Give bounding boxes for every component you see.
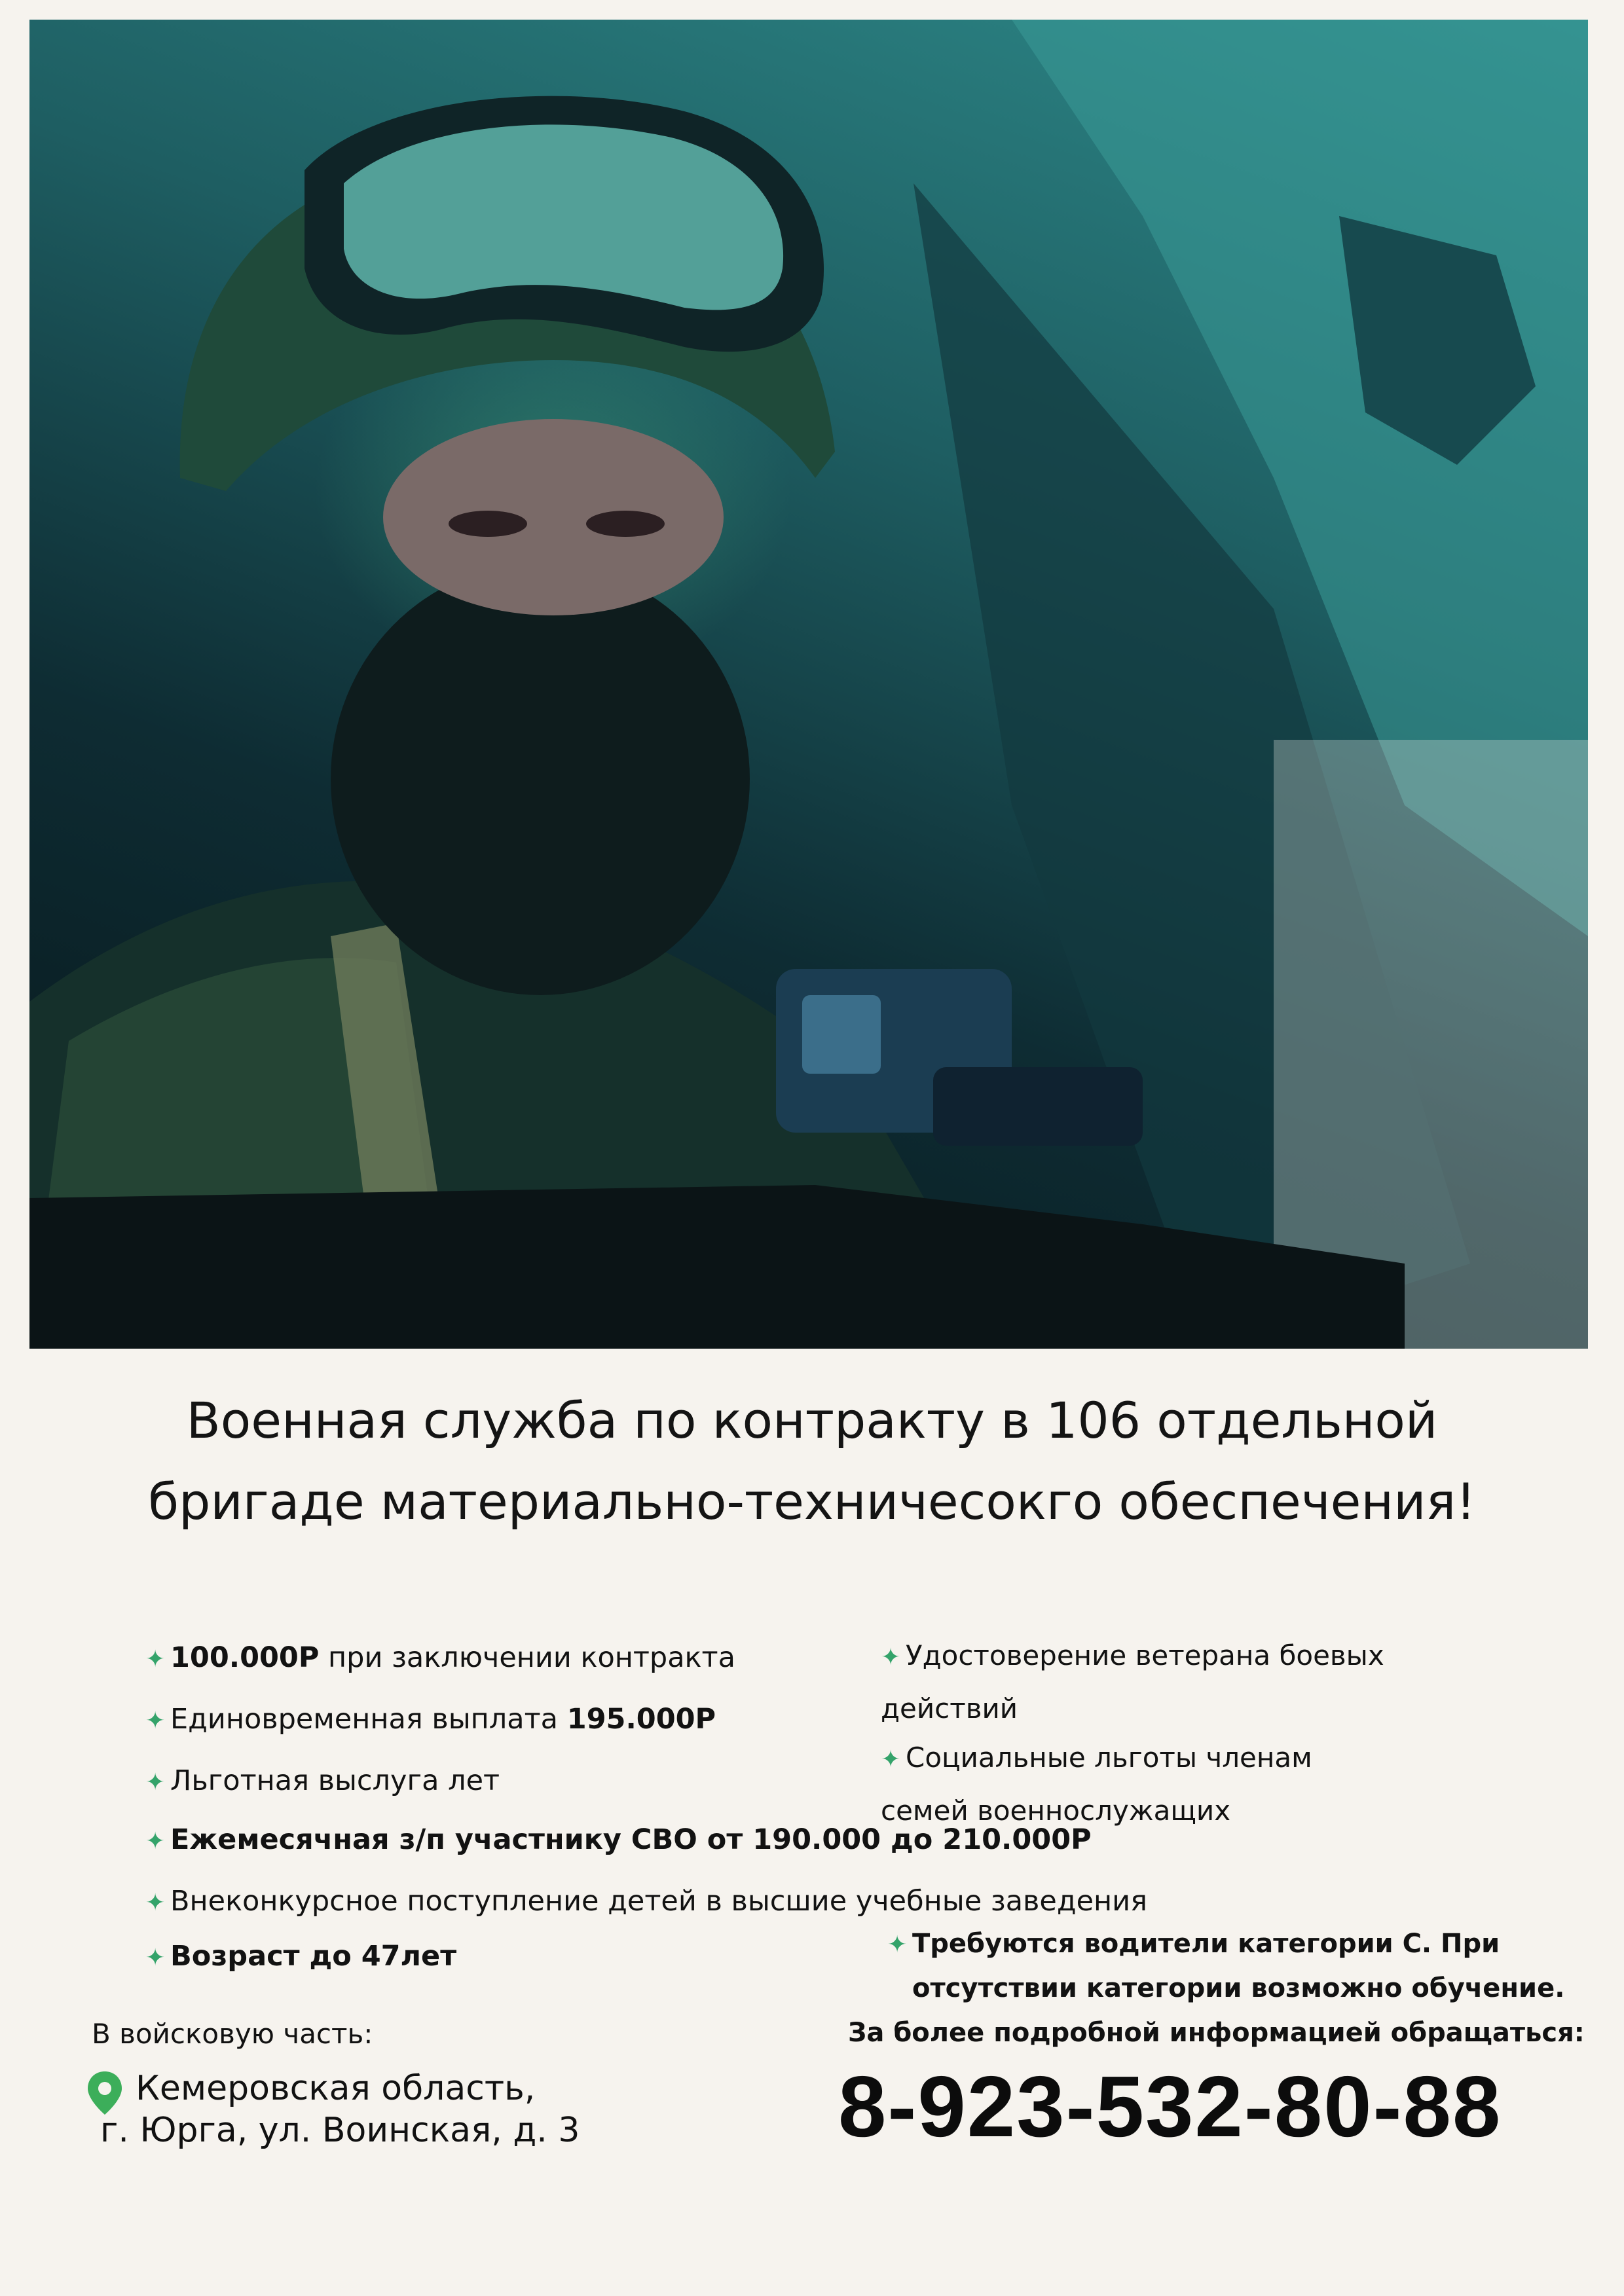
benefit-service-years [145, 1761, 500, 1802]
benefit-text-line1: Социальные льготы членам [906, 1741, 1312, 1774]
benefit-university-admission [145, 1882, 1147, 1923]
address-line-1: Кемеровская область, [136, 2069, 536, 2108]
benefit-veteran-certificate [881, 1630, 1384, 1734]
benefit-text: Льготная выслуга лет [170, 1764, 500, 1797]
benefit-text-line2: отсутствии категории возможно обучение. [912, 1973, 1565, 2003]
unit-address [88, 2068, 580, 2151]
benefit-drivers-wanted [887, 1922, 1564, 2010]
headline-line-1: Военная служба по контракту в 106 отдельной [186, 1391, 1438, 1449]
soldier-photo [29, 20, 1588, 1349]
contact-info-label: За более подробной информацией обращаться: [848, 2018, 1585, 2048]
benefit-text: Ежемесячная з/п участнику СВО от 190.000 до 210.000Р [170, 1823, 1092, 1856]
diamond-bullet-icon: ✦ [145, 1768, 166, 1796]
benefit-text: Возраст до 47лет [170, 1940, 457, 1973]
diamond-bullet-icon: ✦ [887, 1931, 908, 1958]
benefit-text: Внеконкурсное поступление детей в высшие учебные заведения [170, 1885, 1147, 1918]
diamond-bullet-icon: ✦ [145, 1944, 166, 1971]
benefit-text-line2: действий [881, 1692, 1018, 1724]
diamond-bullet-icon: ✦ [145, 1827, 166, 1855]
diamond-bullet-icon: ✦ [881, 1745, 901, 1773]
military-unit-label: В войсковую часть: [92, 2018, 373, 2050]
diamond-bullet-icon: ✦ [145, 1645, 166, 1673]
benefit-age-limit [145, 1937, 456, 1978]
contact-phone-number: 8-923-532-80-88 [838, 2058, 1502, 2155]
diamond-bullet-icon: ✦ [881, 1643, 901, 1671]
benefit-amount: 100.000Р [170, 1641, 320, 1674]
benefit-text: при заключении контракта [319, 1641, 735, 1674]
soldier-illustration [29, 20, 1588, 1349]
address-line-2: г. Юрга, ул. Воинская, д. 3 [100, 2111, 580, 2150]
benefit-text-line1: Требуются водители категории С. При [912, 1929, 1500, 1959]
benefit-signing-bonus [145, 1638, 735, 1679]
benefit-family-social [881, 1732, 1312, 1836]
headline-line-2: бригаде материально-техничесокго обеспечения! [148, 1472, 1476, 1531]
benefit-one-time-payment [145, 1700, 716, 1741]
benefit-text-line1: Удостоверение ветерана боевых [906, 1639, 1384, 1671]
diamond-bullet-icon: ✦ [145, 1707, 166, 1734]
diamond-bullet-icon: ✦ [145, 1889, 166, 1916]
benefit-text: Единовременная выплата [170, 1703, 567, 1736]
benefit-amount: 195.000Р [566, 1703, 716, 1736]
benefit-text-line2: семей военнослужащих [881, 1794, 1231, 1827]
